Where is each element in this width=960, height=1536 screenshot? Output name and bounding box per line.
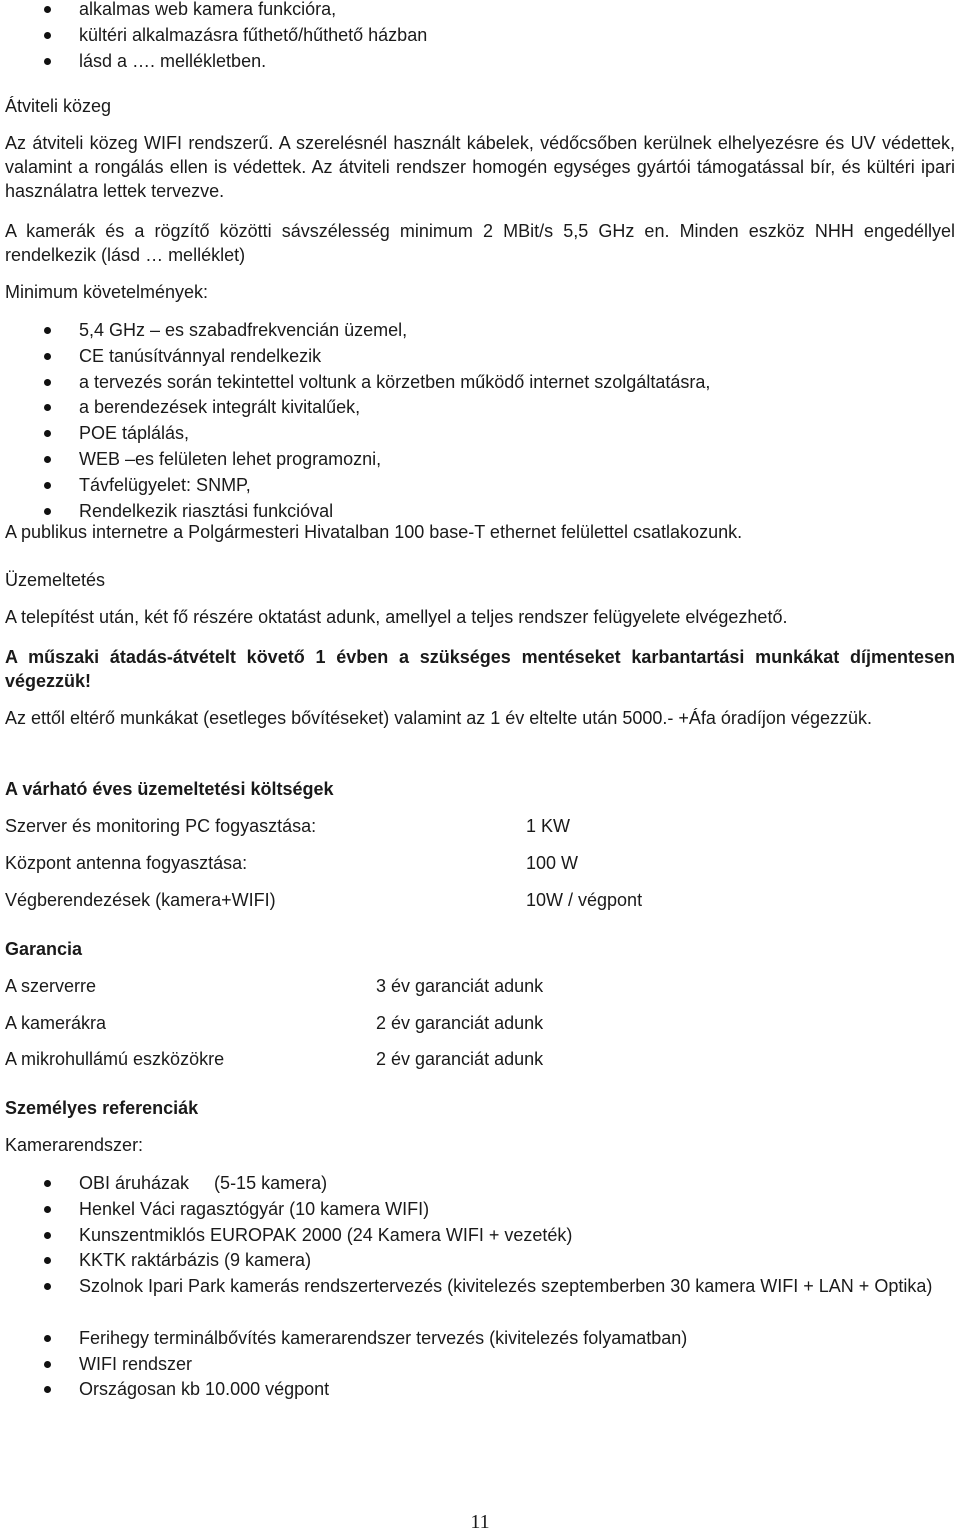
bullet-icon [44, 1206, 51, 1213]
list-item: Kunszentmiklós EUROPAK 2000 (24 Kamera WIFI + vezeték) [0, 1223, 955, 1249]
bullet-icon [44, 6, 51, 13]
paragraph-atviteli-1: Az átviteli közeg WIFI rendszerű. A szerelésnél használt kábelek, védőcsőben kerülnek elhelyezésre és UV védettek, valamint a rongálás ellen is védettek. Az átviteli rendszer homogén egységes gyártói támogatással bír, és kültéri ipari használatra lettek tervezve. [5, 133, 955, 201]
section-heading-referenciak: Személyes referenciák [5, 1098, 199, 1118]
bullet-icon [44, 456, 51, 463]
list-item: Ferihegy terminálbővítés kamerarendszer tervezés (kivitelezés folyamatban) [0, 1326, 955, 1352]
cost-row-label: Végberendezések (kamera+WIFI) [5, 890, 276, 910]
reference-list [0, 1171, 955, 1403]
list-item: kültéri alkalmazásra fűthető/hűthető házban [0, 23, 427, 49]
warranty-row-label: A kamerákra [5, 1013, 107, 1033]
paragraph-atviteli-2: A kamerák és a rögzítő közötti sávszélesség minimum 2 MBit/s 5,5 GHz en. Minden eszköz NHH engedéllyel rendelkezik (lásd … melléklet) [5, 221, 955, 265]
bullet-icon [44, 58, 51, 65]
cost-row-value: 1 KW [526, 816, 571, 836]
list-item: a berendezések integrált kivitalűek, [0, 395, 710, 421]
list-item: lásd a …. mellékletben. [0, 49, 427, 75]
warranty-row-value: 2 év garanciát adunk [376, 1049, 544, 1069]
warranty-row-value: 2 év garanciát adunk [376, 1013, 544, 1033]
bullet-icon [44, 1232, 51, 1239]
list-item: Távfelügyelet: SNMP, [0, 473, 710, 499]
paragraph-uzemeltetes-1: A telepítést után, két fő részére oktatást adunk, amellyel a teljes rendszer felügyelete elvégezhető. [5, 607, 788, 627]
warranty-row-label: A mikrohullámú eszközökre [5, 1049, 225, 1069]
list-item: Szolnok Ipari Park kamerás rendszertervezés (kivitelezés szeptemberben 30 kamera WIFI + LAN + Optika) [0, 1274, 955, 1326]
list-item: 5,4 GHz – es szabadfrekvencián üzemel, [0, 318, 710, 344]
bullet-icon [44, 1361, 51, 1368]
bullet-icon [44, 379, 51, 386]
list-item: Országosan kb 10.000 végpont [0, 1377, 955, 1403]
list-item: Rendelkezik riasztási funkcióval [0, 499, 710, 525]
section-heading-atviteli: Átviteli közeg [5, 96, 112, 116]
bullet-icon [44, 327, 51, 334]
bullet-icon [44, 482, 51, 489]
warranty-row-label: A szerverre [5, 976, 97, 996]
paragraph-uzemeltetes-3: Az ettől eltérő munkákat (esetleges bővítéseket) valamint az 1 év eltelte után 5000.- +Áfa óradíjon végezzük. [5, 708, 872, 728]
list-item: WIFI rendszer [0, 1352, 955, 1378]
paragraph-atviteli-3: A publikus internetre a Polgármesteri Hivatalban 100 base-T ethernet felülettel csatlakozunk. [5, 522, 743, 542]
bullet-icon [44, 430, 51, 437]
list-item: KKTK raktárbázis (9 kamera) [0, 1248, 955, 1274]
list-item: Henkel Váci ragasztógyár (10 kamera WIFI) [0, 1197, 955, 1223]
cost-row-label: Szerver és monitoring PC fogyasztása: [5, 816, 317, 836]
list-item: alkalmas web kamera funkcióra, [0, 0, 427, 23]
list-item: POE táplálás, [0, 421, 710, 447]
bullet-icon [44, 32, 51, 39]
section-heading-uzemeltetes: Üzemeltetés [5, 570, 106, 590]
bullet-icon [44, 404, 51, 411]
bullet-icon [44, 508, 51, 515]
cost-row-label: Központ antenna fogyasztása: [5, 853, 248, 873]
page-number: 11 [470, 1511, 490, 1533]
bullet-icon [44, 353, 51, 360]
bullet-icon [44, 1335, 51, 1342]
cost-row-value: 100 W [526, 853, 579, 873]
requirements-list [0, 318, 710, 524]
warranty-row-value: 3 év garanciát adunk [376, 976, 544, 996]
list-item: OBI áruházak (5-15 kamera) [0, 1171, 955, 1197]
bullet-icon [44, 1257, 51, 1264]
cost-row-value: 10W / végpont [526, 890, 643, 910]
list-item: a tervezés során tekintettel voltunk a körzetben működő internet szolgáltatásra, [0, 370, 710, 396]
bullet-icon [44, 1386, 51, 1393]
section-heading-koltsegek: A várható éves üzemeltetési költségek [5, 779, 334, 799]
reference-subheading: Kamerarendszer: [5, 1135, 144, 1155]
section-heading-garancia: Garancia [5, 939, 83, 959]
minimum-requirements-label: Minimum követelmények: [5, 282, 209, 302]
top-bullet-list [0, 0, 427, 74]
list-item: WEB –es felületen lehet programozni, [0, 447, 710, 473]
bullet-icon [44, 1180, 51, 1187]
paragraph-uzemeltetes-2: A műszaki átadás-átvételt követő 1 évben a szükséges mentéseket karbantartási munkákat díjmentesen végezzük! [5, 647, 955, 691]
bullet-icon [44, 1283, 51, 1290]
list-item: CE tanúsítvánnyal rendelkezik [0, 344, 710, 370]
